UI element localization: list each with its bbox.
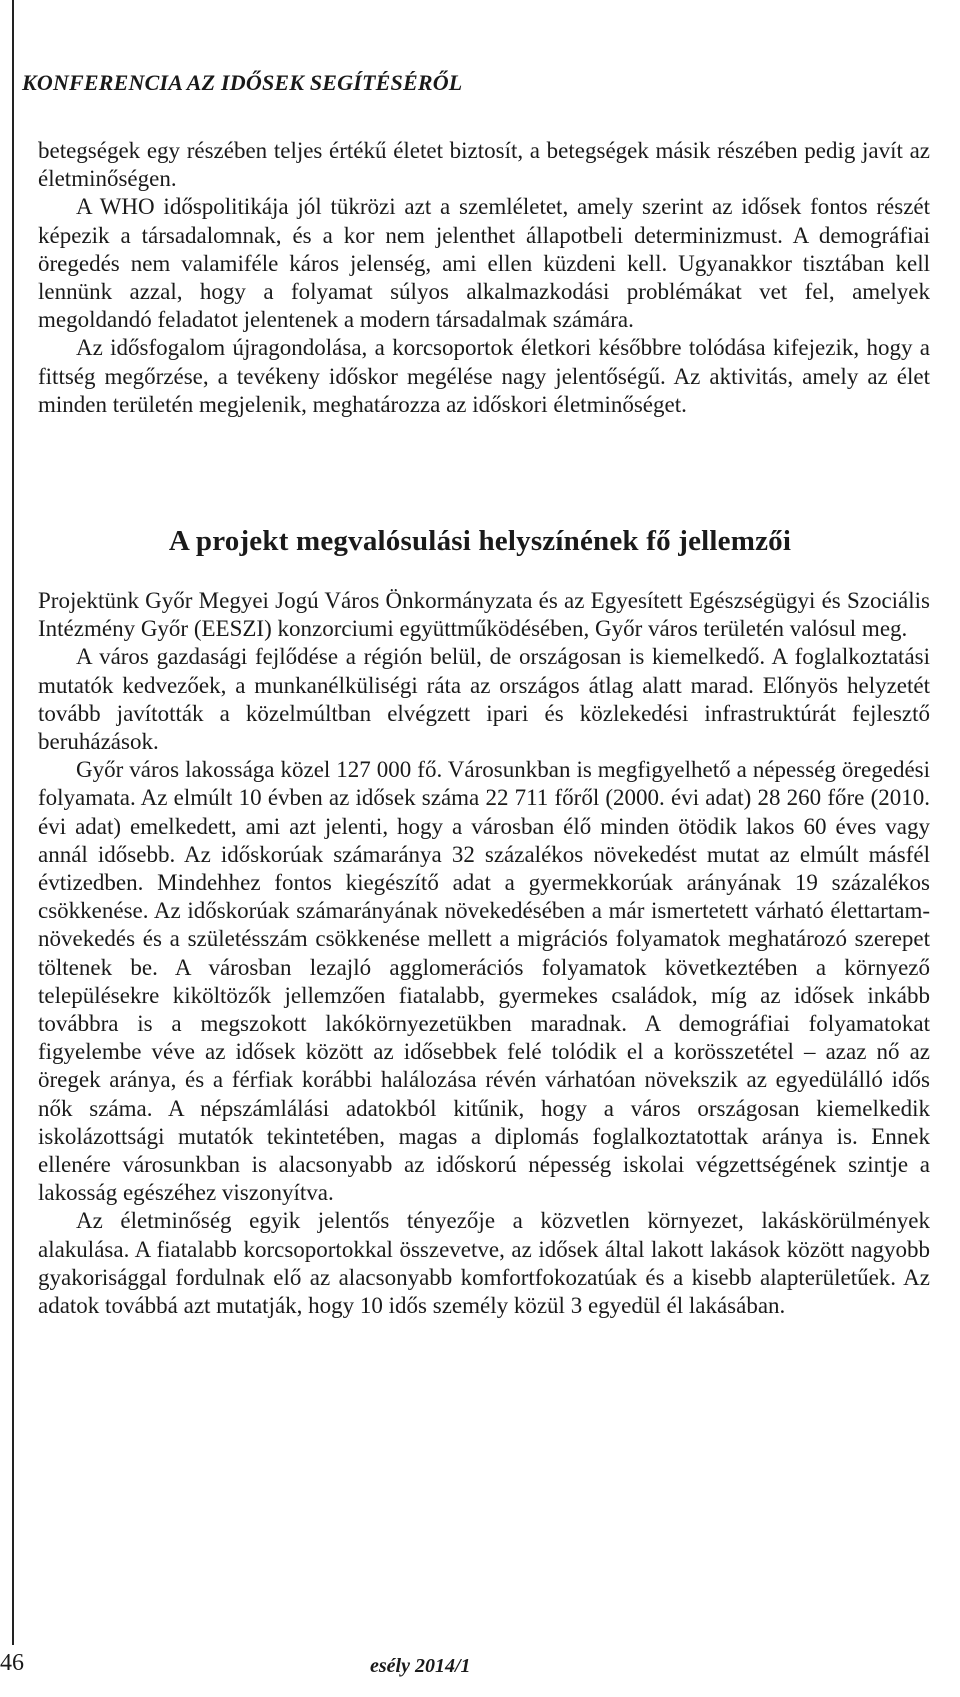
paragraph: A WHO időspolitikája jól tükrözi azt a szemléletet, amely szerint az idősek fontos részét képezik a társadalomnak, és a kor nem jelenthet állapotbeli determinizmust. A demográfiai öregedés nem valamiféle káros jelenség, ami ellen küzdeni kell. Ugyanakkor tisztában kell lennünk azzal, hogy a folyamat súlyos alkalmazkodási problémákat vet fel, amelyek megoldandó feladatot jelentenek a modern társadalmak számára. [38, 194, 930, 333]
section-heading: A projekt megvalósulási helyszínének fő jellemzői [168, 525, 792, 557]
section-body [38, 587, 930, 1320]
paragraph: betegségek egy részében teljes értékű életet biztosít, a betegségek másik részében pedig javít az életminőségen. [38, 138, 930, 192]
intro-text [38, 137, 930, 419]
paragraph: Győr város lakossága közel 127 000 fő. Városunkban is megfigyelhető a népesség öregedési folyamata. Az elmúlt 10 évben az idősek száma 22 711 főről (2000. évi adat) 28 260 főre (2010. évi adat) emelkedett, ami azt jelenti, hogy a városban élő minden ötödik lakos 60 éves vagy annál idősebb. Az időskorúak számaránya 32 százalékos növekedést mutat az elmúlt másfél évtizedben. Mindehhez fontos kiegészítő adat a gyermekkorúak arányának 19 százalékos csökkenése. Az időskorúak számarányának növekedésében a már ismertetett várható élettartam-növekedés és a születésszám csökkenése mellett a migrációs folyamatok meghatározó szerepet töltenek be. A városban lezajló agglomerációs folyamatok következtében a környező településekre kiköltözők jellemzően fiatalabb, gyermekes családok, míg az idősek inkább továbbra is a megszokott lakókörnyezetükben maradnak. A demográfiai folyamatokat figyelembe véve az idősek között az idősebbek felé tolódik el a korösszetétel – azaz nő az öregek aránya, és a férfiak korábbi halálozása révén várhatóan növekszik az egyedülálló idős nők száma. A népszámlálási adatokból kitűnik, hogy a város országosan kiemelkedik iskolázottsági mutatók tekintetében, magas a diplomás foglalkoztatottak aránya is. Ennek ellenére városunkban is alacsonyabb az időskorú népesség iskolai végzettségének szintje a lakosság egészéhez viszonyítva. [38, 757, 930, 1206]
left-margin-rule [12, 0, 14, 1645]
page-number: 46 [0, 1650, 24, 1676]
paragraph: Az idősfogalom újragondolása, a korcsoportok életkori későbbre tolódása kifejezik, hogy a fittség megőrzése, a tevékeny időskor megélése nagy jelentőségű. Az aktivitás, amely az élet minden területén megjelenik, meghatározza az időskori életminőséget. [38, 335, 930, 417]
running-header: KONFERENCIA AZ IDŐSEK SEGÍTÉSÉRŐL [22, 70, 463, 95]
paragraph: Projektünk Győr Megyei Jogú Város Önkormányzata és az Egyesített Egészségügyi és Szociális Intézmény Győr (EESZI) konzorciumi együttműködésében, Győr város területén valósul meg. [38, 588, 930, 642]
journal-footer: esély 2014/1 [370, 1655, 471, 1677]
paragraph: A város gazdasági fejlődése a régión belül, de országosan is kiemelkedő. A foglalkoztatási mutatók kedvezőek, a munkanélküliségi ráta az országos átlag alatt marad. Előnyös helyzetét tovább javították a közelmúltban elvégzett ipari és közlekedési infrastruktúrát fejlesztő beruházások. [38, 644, 930, 755]
paragraph: Az életminőség egyik jelentős tényezője a közvetlen környezet, lakáskörülmények alakulása. A fiatalabb korcsoportokkal összevetve, az idősek által lakott lakások között nagyobb gyakorisággal fordulnak elő az alacsonyabb komfortfokozatúak és a kisebb alapterületűek. Az adatok továbbá azt mutatják, hogy 10 idős személy közül 3 egyedül él lakásában. [38, 1208, 930, 1319]
